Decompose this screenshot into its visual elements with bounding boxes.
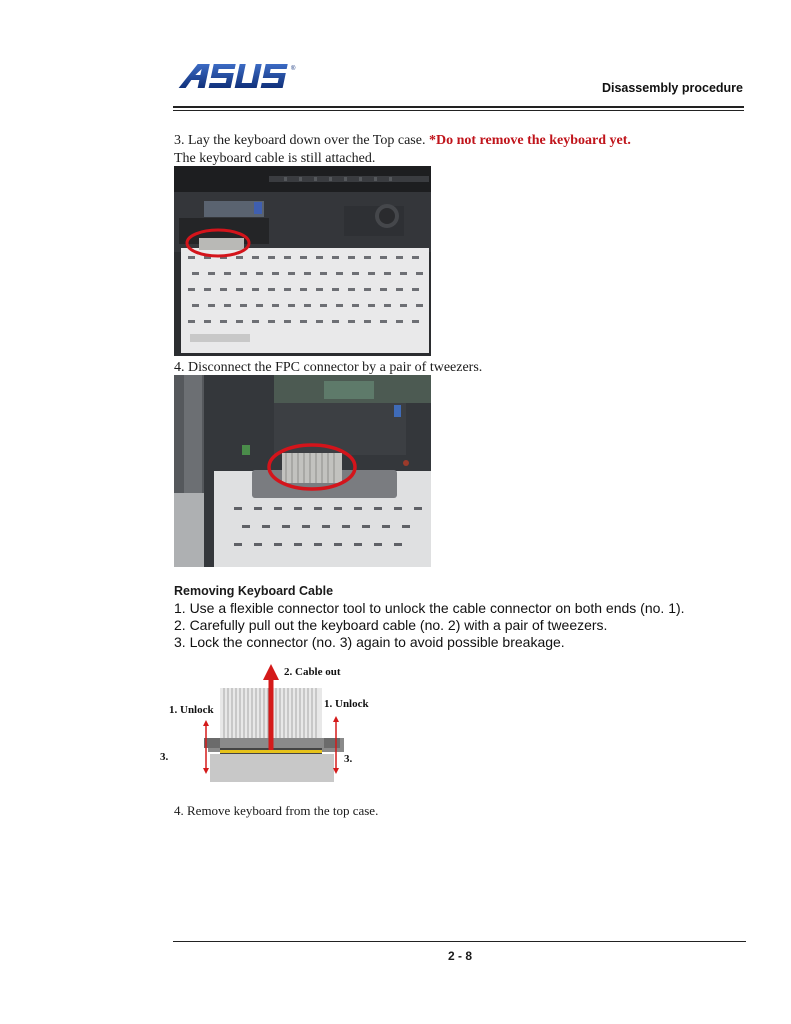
- keyboard-photo-1: [174, 166, 431, 356]
- instruction-3: 3. Lock the connector (no. 3) again to avoid possible breakage.: [174, 634, 565, 650]
- label-lock-right: 3.: [344, 753, 353, 765]
- instruction-1: 1. Use a flexible connector tool to unlock the cable connector on both ends (no. 1).: [174, 600, 685, 616]
- step-3-line: [174, 132, 631, 149]
- label-cable-out: 2. Cable out: [284, 666, 341, 678]
- step-3-warning: *Do not remove the keyboard yet.: [428, 133, 631, 148]
- final-step-text: 4. Remove keyboard from the top case.: [174, 803, 379, 818]
- cable-diagram: [160, 660, 380, 790]
- instruction-2: 2. Carefully pull out the keyboard cable (no. 2) with a pair of tweezers.: [174, 617, 608, 633]
- svg-text:®: ®: [291, 66, 296, 72]
- label-unlock-left: 1. Unlock: [169, 704, 214, 716]
- asus-logo: [175, 58, 300, 94]
- header-divider: [173, 106, 744, 108]
- footer-divider: [173, 941, 746, 942]
- header-divider-thin: [173, 110, 744, 111]
- label-unlock-right: 1. Unlock: [324, 698, 369, 710]
- step-3-text: 3. Lay the keyboard down over the Top case.: [174, 133, 429, 148]
- step-4-text: 4. Disconnect the FPC connector by a pair of tweezers.: [174, 360, 483, 375]
- cable-section-heading: Removing Keyboard Cable: [174, 584, 334, 598]
- fpc-connector-photo: [174, 375, 431, 567]
- step-3-note: The keyboard cable is still attached.: [174, 151, 376, 166]
- cable-diagram-graphic: [160, 660, 380, 790]
- page-number: 2 - 8: [447, 949, 472, 963]
- section-title: Disassembly procedure: [601, 81, 743, 95]
- label-lock-left: 3.: [160, 751, 169, 763]
